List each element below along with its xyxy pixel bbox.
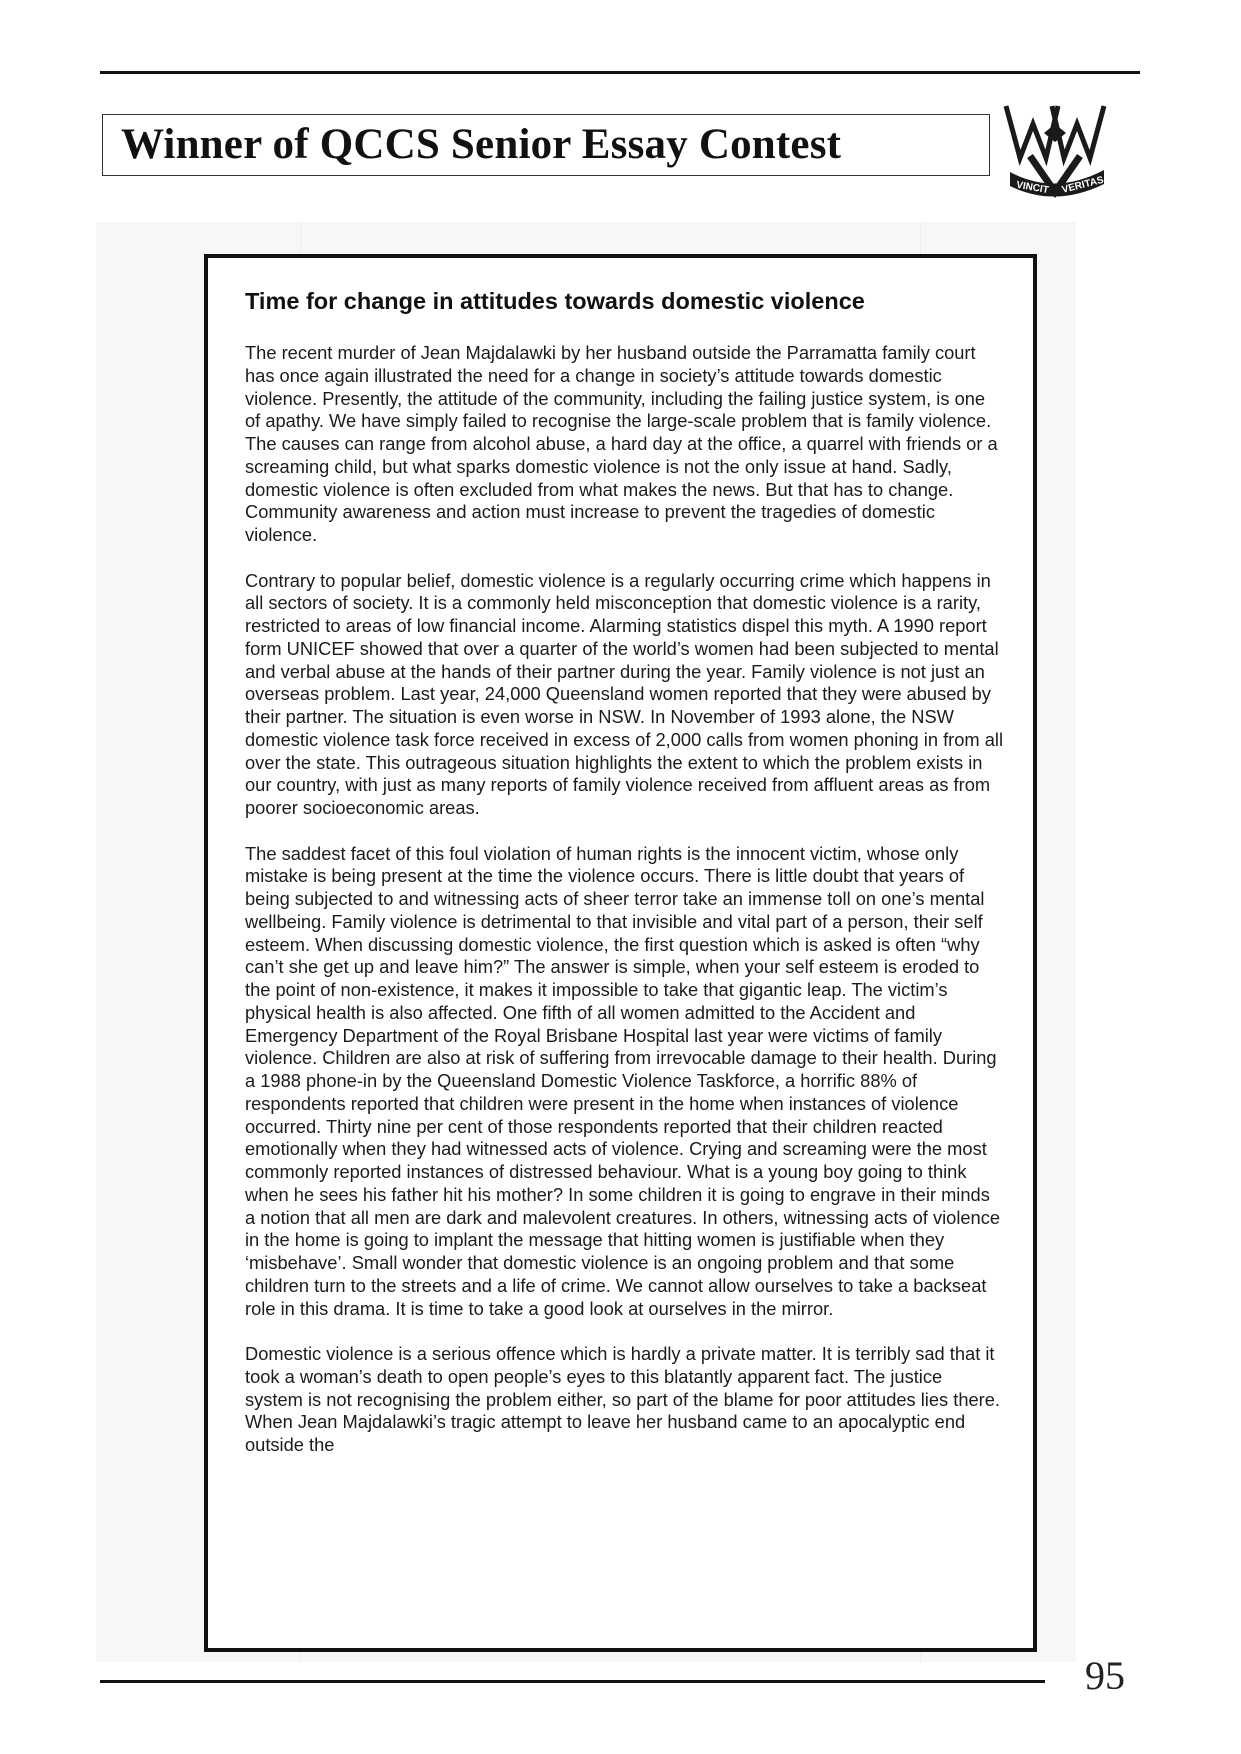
crest-diamond <box>1044 124 1066 142</box>
essay-paragraph: Domestic violence is a serious offence which is hardly a private matter. It is terribly sad that it took a woman’s death to open people’s eyes to this blatantly apparent fact. The justice system is not recognising the problem either, so part of the blame for poor attitudes lies there. When Jean Majdalawki’s tragic attempt to leave her husband came to an apocalyptic end outside the <box>245 1343 1001 1455</box>
school-crest-logo <box>1000 100 1110 208</box>
essay-body <box>245 342 1005 1480</box>
page-number: 95 <box>1085 1653 1125 1698</box>
essay-heading: Time for change in attitudes towards domestic violence <box>245 288 865 314</box>
page-title: Winner of QCCS Senior Essay Contest <box>121 121 842 168</box>
logo-motto-left: VINCIT <box>1015 179 1050 197</box>
essay-paragraph: The recent murder of Jean Majdalawki by her husband outside the Parramatta family court has once again illustrated the need for a change in society’s attitude towards domestic violence. Presently, the attitude of the community, including the failing justice system, is one of apathy. We have simply failed to recognise the large-scale problem that is family violence. The causes can range from alcohol abuse, a hard day at the office, a quarrel with friends or a screaming child, but what sparks domestic violence is not the only issue at hand. Sadly, domestic violence is often excluded from what makes the news. But that has to change. Community awareness and action must increase to prevent the tragedies of domestic violence. <box>245 342 998 545</box>
essay-frame <box>204 254 1037 1652</box>
header-title-box <box>102 114 990 176</box>
essay-paragraph: Contrary to popular belief, domestic violence is a regularly occurring crime which happens in all sectors of society. It is a commonly held misconception that domestic violence is a rarity, restricted to areas of low financial income. Alarming statistics dispel this myth. A 1990 report form UNICEF showed that over a quarter of the world’s women had been subjected to mental and verbal abuse at the hands of their partner during the year. Family violence is not just an overseas problem. Last year, 24,000 Queensland women reported that they were abused by their partner. The situation is even worse in NSW. In November of 1993 alone, the NSW domestic violence task force received in excess of 2,000 calls from women phoning in from all over the state. This outrageous situation highlights the extent to which the problem exists in our country, with just as many reports of family violence received from affluent areas as from poorer socioeconomic areas. <box>245 569 1004 818</box>
essay-paragraph: The saddest facet of this foul violation of human rights is the innocent victim, whose only mistake is being present at the time the violence occurs. There is little doubt that years of being subjected to and witnessing acts of sheer terror take an immense toll on one’s mental wellbeing. Family violence is detrimental to that invisible and vital part of a person, their self esteem. When discussing domestic violence, the first question which is asked is often “why can’t she get up and leave him?” The answer is simple, when your self esteem is eroded to the point of non-existence, it makes it impossible to take that gigantic leap. The victim’s physical health is also affected. One fifth of all women admitted to the Accident and Emergency Department of the Royal Brisbane Hospital last year were victims of family violence. Children are also at risk of suffering from irrevocable damage to their health. During a 1988 phone-in by the Queensland Domestic Violence Taskforce, a horrific 88% of respondents reported that children were present in the home when instances of violence occurred. Thirty nine per cent of those respondents reported that their children reacted emotionally when they had witnessed acts of violence. Crying and screaming were the most commonly reported instances of distressed behaviour. What is a young boy going to think when he sees his father hit his mother? In some children it is going to engrave in their minds a notion that all men are dark and malevolent creatures. In others, witnessing acts of violence in the home is going to implant the message that hitting women is justifiable when they ‘misbehave’. Small wonder that domestic violence is an ongoing problem and that some children turn to the streets and a life of crime. We cannot allow ourselves to take a backseat role in this drama. It is time to take a good look at ourselves in the mirror. <box>245 842 1001 1319</box>
top-rule <box>100 71 1140 74</box>
logo-motto-right: VERITAS <box>1060 174 1105 196</box>
bottom-rule <box>100 1680 1045 1683</box>
